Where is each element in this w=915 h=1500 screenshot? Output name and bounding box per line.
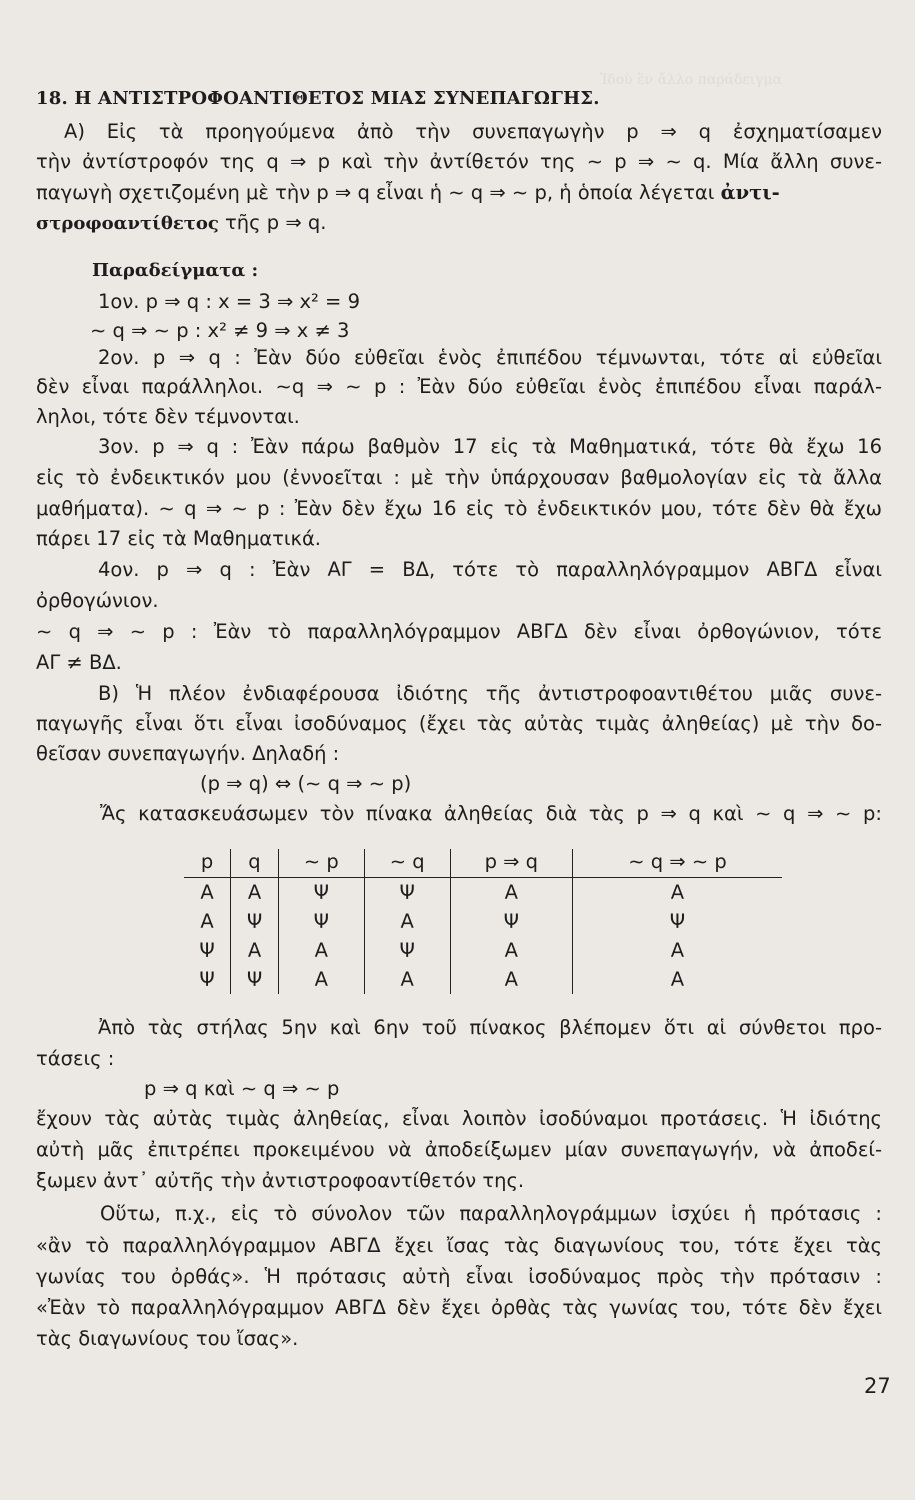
example-2-line-1: 2ον. p ⇒ q : Ἐὰν δύο εὐθεῖαι ἑνὸς ἐπιπέδου τέμνωνται, τότε αἱ εὐθεῖαι [98,346,882,369]
table-cell: Α [278,936,364,965]
example-4-line-3: ∼ q ⇒ ∼ p : Ἐὰν τὸ παραλληλόγραμμον ΑΒΓΔ δὲν εἶναι ὀρθογώνιον, τότε [36,620,882,643]
example-1-line-2: ∼ q ⇒ ∼ p : x² ≠ 9 ⇒ x ≠ 3 [90,319,350,342]
table-row [184,965,782,994]
header-not-q: ∼ q [364,849,450,878]
example-2-line-3: ληλοι, τότε δὲν τέμνονται. [36,405,300,428]
table-cell: Ψ [278,907,364,936]
table-cell: Ψ [278,878,364,908]
table-cell: Ψ [231,965,279,994]
table-cell: Ψ [572,907,782,936]
part-a-line-3-text: παγωγὴ σχετιζομένη μὲ τὴν p ⇒ q εἶναι ἡ ∼ q ⇒ ∼ p, ἡ ὁποία λέγεται [36,181,715,204]
example-3-line-4: πάρει 17 εἰς τὰ Μαθηματικά. [36,527,322,550]
bleed-through-text: Ἰδοὺ ἓν ἄλλο παράδειγμα [600,72,783,88]
part-a-line-4 [36,210,326,237]
conclusion-line-4: αὐτὴ μᾶς ἐπιτρέπει προκειμένου νὰ ἀποδείξωμεν μίαν συνεπαγωγήν, νὰ ἀποδεί- [36,1138,882,1161]
term-antistrofoantithetos-start: ἀντι- [720,181,780,204]
term-antistrofoantithetos-end: στροφοαντίθετος [36,213,219,234]
conclusion-line-10: τὰς διαγωνίους του ἴσας». [36,1327,299,1350]
conclusion-line-5: ξωμεν ἀντ᾽ αὐτῆς τὴν ἀντιστροφοαντίθετόν της. [36,1169,525,1192]
table-cell: Α [450,878,572,908]
table-cell: Α [572,965,782,994]
part-b-line-3: θεῖσαν συνεπαγωγήν. Δηλαδή : [36,742,340,765]
part-a-line-1: Α) Εἰς τὰ προηγούμενα ἀπὸ τὴν συνεπαγωγὴν p ⇒ q ἐσχηματίσαμεν [64,120,882,143]
example-2-line-2: δὲν εἶναι παράλληλοι. ∼q ⇒ ∼ p : Ἐὰν δύο εὐθεῖαι ἑνὸς ἐπιπέδου εἶναι παράλ- [36,375,882,398]
header-p: p [184,849,231,878]
conclusion-line-7: «ἂν τὸ παραλληλόγραμμον ΑΒΓΔ ἔχει ἴσας τὰς διαγωνίους του, τότε ἔχει τὰς [36,1234,882,1257]
conclusion-line-8: γωνίας του ὀρθάς». Ἡ πρότασις αὐτὴ εἶναι ἰσοδύναμος πρὸς τὴν πρότασιν : [36,1265,882,1288]
table-cell: Ψ [231,907,279,936]
header-not-p: ∼ p [278,849,364,878]
table-cell: Ψ [199,968,215,991]
table-row [184,878,782,908]
table-cell: Ψ [450,907,572,936]
conclusion-formula: p ⇒ q καὶ ∼ q ⇒ ∼ p [144,1077,340,1100]
table-cell: Α [572,878,782,908]
equivalence-formula: (p ⇒ q) ⇔ (∼ q ⇒ ∼ p) [200,772,412,795]
conclusion-line-2: τάσεις : [36,1047,115,1070]
table-cell: Α [200,910,214,933]
table-cell: Ψ [364,878,450,908]
part-a-line-3 [36,180,882,206]
table-cell: Α [231,878,279,908]
header-p-implies-q: p ⇒ q [450,849,572,878]
example-1-line-1: 1ον. p ⇒ q : x = 3 ⇒ x² = 9 [98,290,361,313]
examples-heading: Παραδείγματα : [92,260,259,281]
table-cell: Α [450,936,572,965]
part-a-line-4-text: τῆς p ⇒ q. [225,211,327,234]
part-b-line-4: Ἄς κατασκευάσωμεν τὸν πίνακα ἀληθείας διὰ τὰς p ⇒ q καὶ ∼ q ⇒ ∼ p: [100,802,882,825]
part-b-line-1: Β) Ἡ πλέον ἐνδιαφέρουσα ἰδιότης τῆς ἀντιστροφοαντιθέτου μιᾶς συνε- [98,682,882,705]
conclusion-line-6: Οὕτω, π.χ., εἰς τὸ σύνολον τῶν παραλληλογράμμων ἰσχύει ἡ πρότασις : [100,1202,882,1225]
table-cell: Α [364,907,450,936]
example-4-line-1: 4ον. p ⇒ q : Ἐὰν ΑΓ = ΒΔ, τότε τὸ παραλληλόγραμμον ΑΒΓΔ εἶναι [98,558,882,581]
table-cell: Ψ [364,936,450,965]
table-cell: Α [364,965,450,994]
part-a-line-2: τὴν ἀντίστροφόν της q ⇒ p καὶ τὴν ἀντίθετόν της ∼ p ⇒ ∼ q. Μία ἄλλη συνε- [36,150,882,173]
table-cell: Α [200,881,214,904]
header-contrapositive: ∼ q ⇒ ∼ p [572,849,782,878]
table-cell: Α [572,936,782,965]
section-title: 18. Η ΑΝΤΙΣΤΡΟΦΟΑΝΤΙΘΕΤΟΣ ΜΙΑΣ ΣΥΝΕΠΑΓΩΓΗΣ. [36,88,600,109]
table-row [184,907,782,936]
example-4-line-2: ὀρθογώνιον. [36,589,159,612]
conclusion-line-1: Ἀπὸ τὰς στήλας 5ην καὶ 6ην τοῦ πίνακος βλέπομεν ὅτι αἱ σύνθετοι προ- [98,1016,882,1039]
header-q: q [231,849,279,878]
example-3-line-1: 3ον. p ⇒ q : Ἐὰν πάρω βαθμὸν 17 εἰς τὰ Μαθηματικά, τότε θὰ ἔχω 16 [98,435,882,458]
example-3-line-3: μαθήματα). ∼ q ⇒ ∼ p : Ἐὰν δὲν ἔχω 16 εἰς τὸ ἐνδεικτικόν μου, τότε δὲν θὰ ἔχω [36,497,882,520]
page-number: 27 [864,1374,891,1398]
example-4-line-4: ΑΓ ≠ ΒΔ. [36,651,122,674]
conclusion-line-9: «Ἐὰν τὸ παραλληλόγραμμον ΑΒΓΔ δὲν ἔχει ὀρθὰς τὰς γωνίας του, τότε δὲν ἔχει [36,1296,882,1319]
example-3-line-2: εἰς τὸ ἐνδεικτικόν μου (ἐννοεῖται : μὲ τὴν ὑπάρχουσαν βαθμολογίαν εἰς τὰ ἄλλα [36,466,882,489]
part-b-line-2: παγωγῆς εἶναι ὅτι εἶναι ἰσοδύναμος (ἔχει τὰς αὐτὰς τιμὰς ἀληθείας) μὲ τὴν δο- [36,712,882,735]
table-row [184,936,782,965]
conclusion-line-3: ἔχουν τὰς αὐτὰς τιμὰς ἀληθείας, εἶναι λοιπὸν ἰσοδύναμοι προτάσεις. Ἡ ἰδιότης [36,1107,882,1130]
truth-table-header-row [184,849,782,878]
truth-table [184,849,782,994]
table-cell: Α [450,965,572,994]
table-cell: Α [278,965,364,994]
table-cell: Ψ [199,939,215,962]
table-cell: Α [231,936,279,965]
